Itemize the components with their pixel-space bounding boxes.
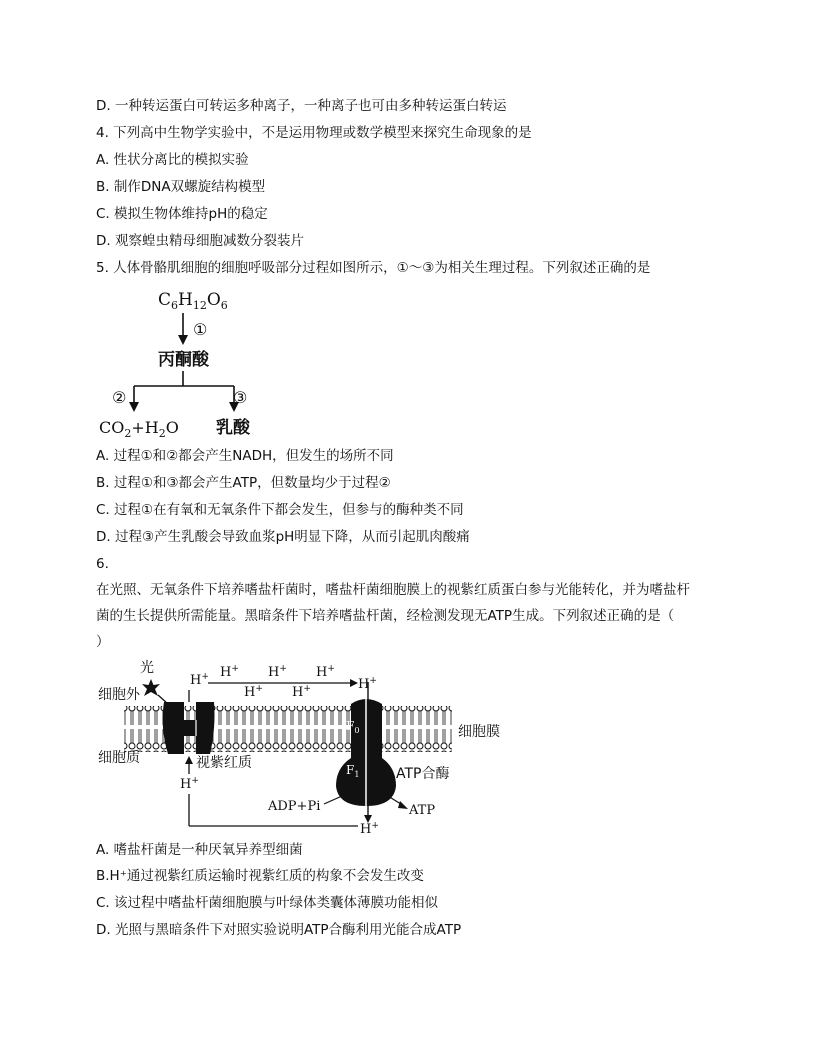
proton-label-top-right: H+ xyxy=(358,676,377,692)
q4-option-c: C. 模拟生物体维持pH的稳定 xyxy=(96,206,268,222)
proton-label-c: H+ xyxy=(316,664,335,680)
aerobic-product-label: $CO_2+H_2O$ xyxy=(99,418,179,440)
lactate-label: 乳酸 xyxy=(216,418,250,438)
q6-number: 6. xyxy=(96,556,109,572)
proton-label-left: H+ xyxy=(180,776,199,792)
bacteriorhodopsin-label: 视紫红质 xyxy=(196,755,252,771)
q6-option-a: A. 嗜盐杆菌是一种厌氧异养型细菌 xyxy=(96,842,303,858)
proton-label-bottom: H+ xyxy=(360,821,379,836)
proton-label-b: H+ xyxy=(268,664,287,680)
q5-option-b: B. 过程①和③都会产生ATP，但数量均少于过程② xyxy=(96,475,391,491)
light-icon xyxy=(142,679,160,696)
q4-stem: 4. 下列高中生物学实验中，不是运用物理或数学模型来探究生命现象的是 xyxy=(96,125,532,141)
adp-arrow xyxy=(324,796,342,804)
proton-transfer-arrow-head xyxy=(350,679,358,687)
atp-synthase-label: ATP合酶 xyxy=(396,766,450,782)
atp-label: ATP xyxy=(409,803,436,818)
pyruvate-label: 丙酮酸 xyxy=(158,350,209,370)
adp-pi-label: ADP+Pi xyxy=(268,799,321,814)
q5-stem: 5. 人体骨骼肌细胞的细胞呼吸部分过程如图所示，①～③为相关生理过程。下列叙述正确的是 xyxy=(96,260,651,276)
proton-label-a: H+ xyxy=(220,664,239,680)
f0-label: $F_0$ xyxy=(346,719,360,735)
proton-label-e: H+ xyxy=(292,684,311,700)
q6-stem-line-1: 在光照、无氧条件下培养嗜盐杆菌时，嗜盐杆菌细胞膜上的视紫红质蛋白参与光能转化，并为嗜盐杆 xyxy=(96,582,690,598)
proton-into-pump-arrow-head xyxy=(185,756,193,764)
q4-option-d: D. 观察蝗虫精母细胞减数分裂装片 xyxy=(96,233,304,249)
q5-option-d: D. 过程③产生乳酸会导致血浆pH明显下降，从而引起肌肉酸痛 xyxy=(96,529,470,545)
light-label: 光 xyxy=(140,660,154,676)
cytoplasm-label: 细胞质 xyxy=(98,750,140,766)
halobacterium-membrane-diagram xyxy=(96,658,516,836)
q6-option-d: D. 光照与黑暗条件下对照实验说明ATP合酶利用光能合成ATP xyxy=(96,922,462,938)
arrow-head-1 xyxy=(178,335,188,345)
q6-option-b: B.H⁺通过视紫红质运输时视紫红质的构象不会发生改变 xyxy=(96,868,424,884)
arrow-head-2 xyxy=(129,402,139,412)
atp-arrow-head xyxy=(398,801,408,809)
q4-option-b: B. 制作DNA双螺旋结构模型 xyxy=(96,179,266,195)
respiration-diagram xyxy=(90,283,290,443)
q4-option-a: A. 性状分离比的模拟实验 xyxy=(96,152,249,168)
outside-label: 细胞外 xyxy=(98,687,140,703)
q6-stem-line-2: 菌的生长提供所需能量。黑暗条件下培养嗜盐杆菌，经检测发现无ATP生成。下列叙述正确的是（ xyxy=(96,608,675,624)
q3-option-d: D. 一种转运蛋白可转运多种离子，一种离子也可由多种转运蛋白转运 xyxy=(96,98,507,114)
f1-label: $F_1$ xyxy=(346,763,360,779)
q5-option-a: A. 过程①和②都会产生NADH，但发生的场所不同 xyxy=(96,448,394,464)
step-3-marker: ③ xyxy=(233,388,248,407)
proton-label-top-left: H+ xyxy=(190,672,209,688)
step-1-marker: ① xyxy=(193,320,208,339)
glucose-label: $C_6H_{12}O_6$ xyxy=(158,290,228,312)
proton-label-d: H+ xyxy=(244,684,263,700)
q6-option-c: C. 该过程中嗜盐杆菌细胞膜与叶绿体类囊体薄膜功能相似 xyxy=(96,895,439,911)
q6-stem-line-3: ） xyxy=(96,634,110,650)
q5-option-c: C. 过程①在有氧和无氧条件下都会发生，但参与的酶种类不同 xyxy=(96,502,464,518)
step-2-marker: ② xyxy=(112,388,127,407)
membrane-label: 细胞膜 xyxy=(458,724,500,740)
